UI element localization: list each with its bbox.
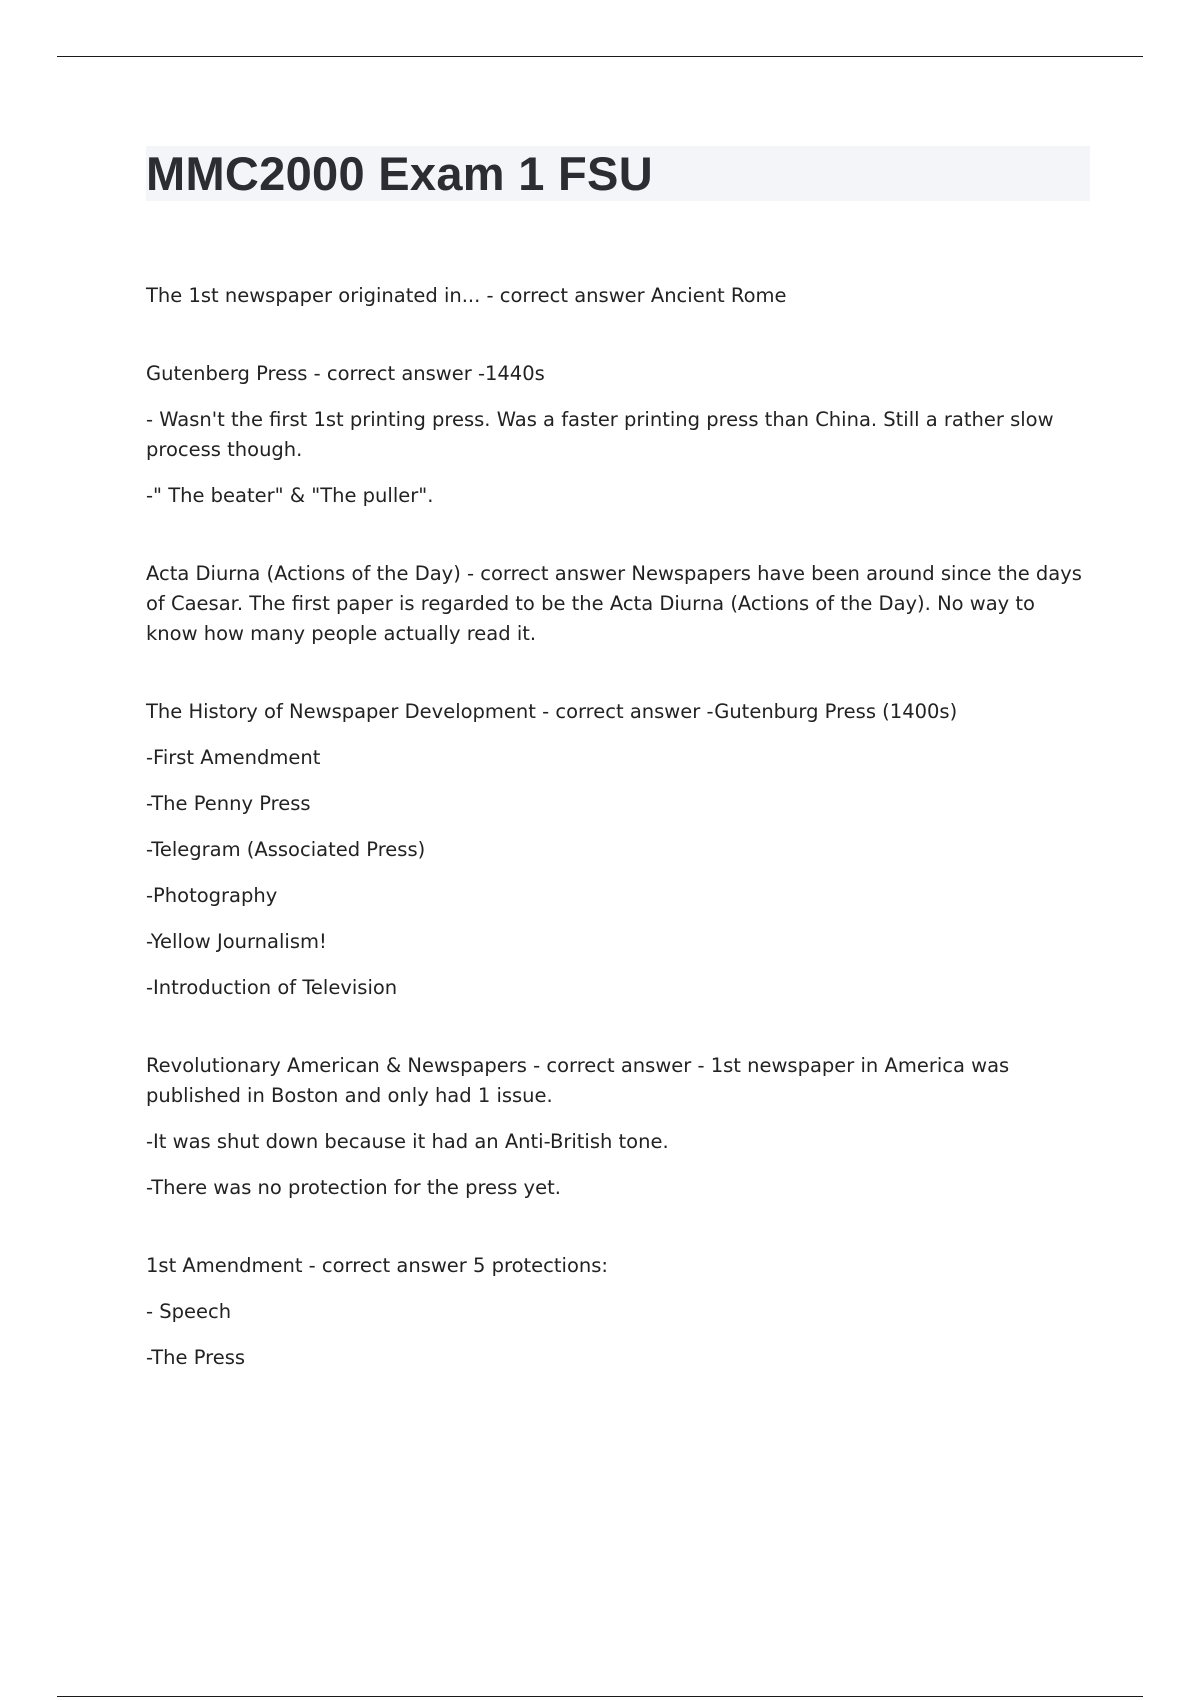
entry-line: Gutenberg Press - correct answer -1440s	[146, 362, 545, 385]
flashcard-entry	[146, 359, 1090, 511]
entry-line: The History of Newspaper Development - correct answer -Gutenburg Press (1400s)	[146, 700, 958, 723]
entry-line: - Speech	[146, 1300, 232, 1323]
flashcard-entry	[146, 697, 1090, 1003]
flashcard-list	[146, 281, 1090, 1373]
entry-line: -Photography	[146, 884, 278, 907]
entry-line: -It was shut down because it had an Anti-British tone.	[146, 1130, 669, 1153]
flashcard-entry	[146, 281, 1090, 311]
document-body	[146, 146, 1090, 1421]
entry-line: -The Penny Press	[146, 792, 311, 815]
flashcard-entry	[146, 559, 1090, 649]
entry-line: 1st Amendment - correct answer 5 protections:	[146, 1254, 608, 1277]
entry-line: -First Amendment	[146, 746, 321, 769]
flashcard-entry	[146, 1051, 1090, 1203]
entry-line: -There was no protection for the press yet.	[146, 1176, 561, 1199]
entry-line: Acta Diurna (Actions of the Day) - correct answer Newspapers have been around since the days of Caesar. The first paper is regarded to be the Acta Diurna (Actions of the Day). No way to know how many people actually read it.	[146, 562, 1082, 645]
bottom-rule	[57, 1696, 1143, 1697]
entry-line: -The Press	[146, 1346, 246, 1369]
entry-line: - Wasn't the first 1st printing press. Was a faster printing press than China. Still a rather slow process though.	[146, 408, 1054, 461]
page-title: MMC2000 Exam 1 FSU	[146, 147, 653, 200]
entry-line: -Introduction of Television	[146, 976, 398, 999]
title-band	[146, 146, 1090, 201]
entry-line: The 1st newspaper originated in... - correct answer Ancient Rome	[146, 284, 787, 307]
entry-line: -" The beater" & "The puller".	[146, 484, 434, 507]
flashcard-entry	[146, 1251, 1090, 1373]
top-rule	[57, 56, 1143, 57]
entry-line: -Telegram (Associated Press)	[146, 838, 426, 861]
entry-line: -Yellow Journalism!	[146, 930, 327, 953]
entry-line: Revolutionary American & Newspapers - correct answer - 1st newspaper in America was published in Boston and only had 1 issue.	[146, 1054, 1010, 1107]
